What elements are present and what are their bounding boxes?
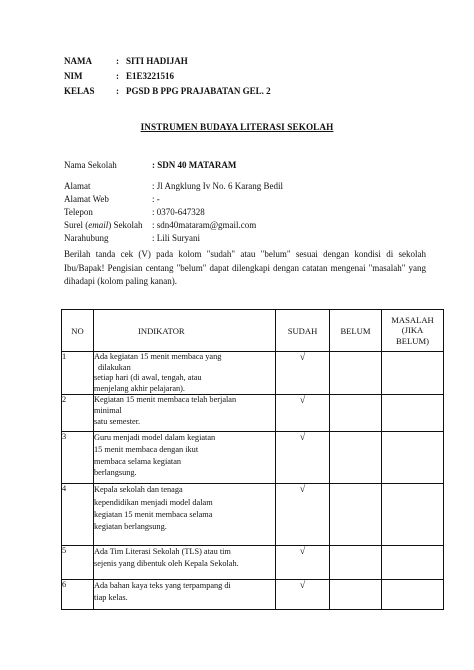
indicator-line: Ada Tim Literasi Sekolah (TLS) atau tim <box>94 547 231 557</box>
school-address-row <box>64 181 283 191</box>
school-phone-value: : 0370-647328 <box>152 207 205 217</box>
school-name-value: : SDN 40 MATARAM <box>152 160 237 170</box>
row-number: 6 <box>62 580 94 610</box>
school-email-row <box>64 220 256 230</box>
school-address-label: Alamat <box>64 181 91 191</box>
indicator-text <box>94 580 276 610</box>
instructions-paragraph: Berilah tanda cek (V) pada kolom "sudah" atau "belum" sesuai dengan kondisi di sekolah Ibu/Bapak! Pengisian centang "belum" dapat dilengkapi dengan catatan mengenai "masalah" yang dihadapi (kolom paling kanan). <box>64 249 426 286</box>
row-number: 3 <box>62 432 94 484</box>
indicator-line: satu semester. <box>94 416 141 426</box>
sudah-checkmark[interactable]: √ <box>276 484 330 546</box>
header-masalah-line: MASALAH <box>391 314 434 325</box>
header-no: NO <box>62 310 94 352</box>
table-header-row <box>62 310 444 352</box>
student-name-row <box>64 56 188 66</box>
document-title: INSTRUMEN BUDAYA LITERASI SEKOLAH <box>140 122 334 132</box>
indicator-text <box>94 484 276 546</box>
sudah-checkmark[interactable]: √ <box>276 432 330 484</box>
masalah-cell[interactable] <box>382 546 444 580</box>
indicator-text <box>94 546 276 580</box>
sudah-checkmark[interactable]: √ <box>276 546 330 580</box>
indicator-line: Ada bahan kaya teks yang terpampang di <box>94 581 231 591</box>
student-nim-label: NIM <box>64 71 83 81</box>
school-contact-row <box>64 233 200 243</box>
indicator-line: menjelang akhir pelajaran). <box>94 383 185 393</box>
header-indikator: INDIKATOR <box>94 310 276 352</box>
colon: : <box>116 56 119 66</box>
indicator-line: kegiatan berlangsung. <box>94 521 167 531</box>
email-label-suffix: ) Sekolah <box>108 220 143 230</box>
sudah-checkmark[interactable]: √ <box>276 395 330 432</box>
indicator-line: tiap kelas. <box>94 593 128 603</box>
school-name-row <box>64 160 236 170</box>
table-row <box>62 432 444 484</box>
indicator-line: membaca selama kegiatan <box>94 456 182 466</box>
school-address-value: : Jl Angklung Iv No. 6 Karang Bedil <box>152 181 283 191</box>
email-label-prefix: Surel ( <box>64 220 89 230</box>
sudah-checkmark[interactable]: √ <box>276 580 330 610</box>
indicator-line: berlangsung. <box>94 468 137 478</box>
indicator-line: sejenis yang dibentuk oleh Kepala Sekolah. <box>94 559 239 569</box>
student-name-label: NAMA <box>64 56 92 66</box>
header-masalah-line: BELUM) <box>396 335 429 346</box>
indicator-line: Kepala sekolah dan tenaga <box>94 485 183 495</box>
row-number: 4 <box>62 484 94 546</box>
school-email-value: : sdn40mataram@gmail.com <box>152 220 257 230</box>
table-row <box>62 580 444 610</box>
table-row <box>62 546 444 580</box>
masalah-cell[interactable] <box>382 352 444 395</box>
student-nim-row <box>64 71 174 81</box>
masalah-cell[interactable] <box>382 432 444 484</box>
indicator-line: Guru menjadi model dalam kegiatan <box>94 433 216 443</box>
header-masalah-line: (JIKA <box>401 325 424 336</box>
header-sudah: SUDAH <box>276 310 330 352</box>
table-row <box>62 395 444 432</box>
indicator-line: Ada kegiatan 15 menit membaca yang <box>94 352 222 361</box>
header-belum: BELUM <box>330 310 382 352</box>
school-contact-label: Narahubung <box>64 233 109 243</box>
belum-cell[interactable] <box>330 432 382 484</box>
row-number: 2 <box>62 395 94 432</box>
table-row <box>62 352 444 395</box>
indicator-text <box>94 395 276 432</box>
table-row <box>62 484 444 546</box>
masalah-cell[interactable] <box>382 484 444 546</box>
sudah-checkmark[interactable]: √ <box>276 352 330 395</box>
student-class-row <box>64 86 271 96</box>
colon: : <box>116 71 119 81</box>
belum-cell[interactable] <box>330 395 382 432</box>
indicator-line: dilakukan <box>98 362 131 372</box>
indicator-table <box>61 309 444 610</box>
indicator-line: kegiatan 15 menit membaca selama <box>94 509 213 519</box>
masalah-cell[interactable] <box>382 395 444 432</box>
indicator-line: Kegiatan 15 menit membaca telah berjalan <box>94 395 237 405</box>
belum-cell[interactable] <box>330 484 382 546</box>
student-class-value: PGSD B PPG PRAJABATAN GEL. 2 <box>126 86 271 96</box>
school-web-value: : - <box>152 194 160 204</box>
school-phone-label: Telepon <box>64 207 93 217</box>
school-phone-row <box>64 207 205 217</box>
header-masalah <box>382 310 444 352</box>
school-name-label: Nama Sekolah <box>64 160 117 170</box>
student-name-value: SITI HADIJAH <box>126 56 188 66</box>
student-class-label: KELAS <box>64 86 95 96</box>
indicator-text <box>94 352 276 395</box>
masalah-cell[interactable] <box>382 580 444 610</box>
school-web-label: Alamat Web <box>64 194 109 204</box>
indicator-line: minimal <box>94 405 122 415</box>
school-email-label <box>64 220 152 230</box>
school-contact-value: : Lili Suryani <box>152 233 200 243</box>
indicator-line: 15 menit membaca dengan ikut <box>94 444 199 454</box>
indicator-line: kependidikan menjadi model dalam <box>94 497 213 507</box>
row-number: 5 <box>62 546 94 580</box>
belum-cell[interactable] <box>330 546 382 580</box>
belum-cell[interactable] <box>330 352 382 395</box>
student-nim-value: E1E3221516 <box>126 71 175 81</box>
indicator-line: setiap hari (di awal, tengah, atau <box>94 373 202 383</box>
colon: : <box>116 86 119 96</box>
indicator-text <box>94 432 276 484</box>
row-number: 1 <box>62 352 94 395</box>
email-label-italic: email <box>88 220 109 230</box>
school-web-row <box>64 194 160 204</box>
belum-cell[interactable] <box>330 580 382 610</box>
